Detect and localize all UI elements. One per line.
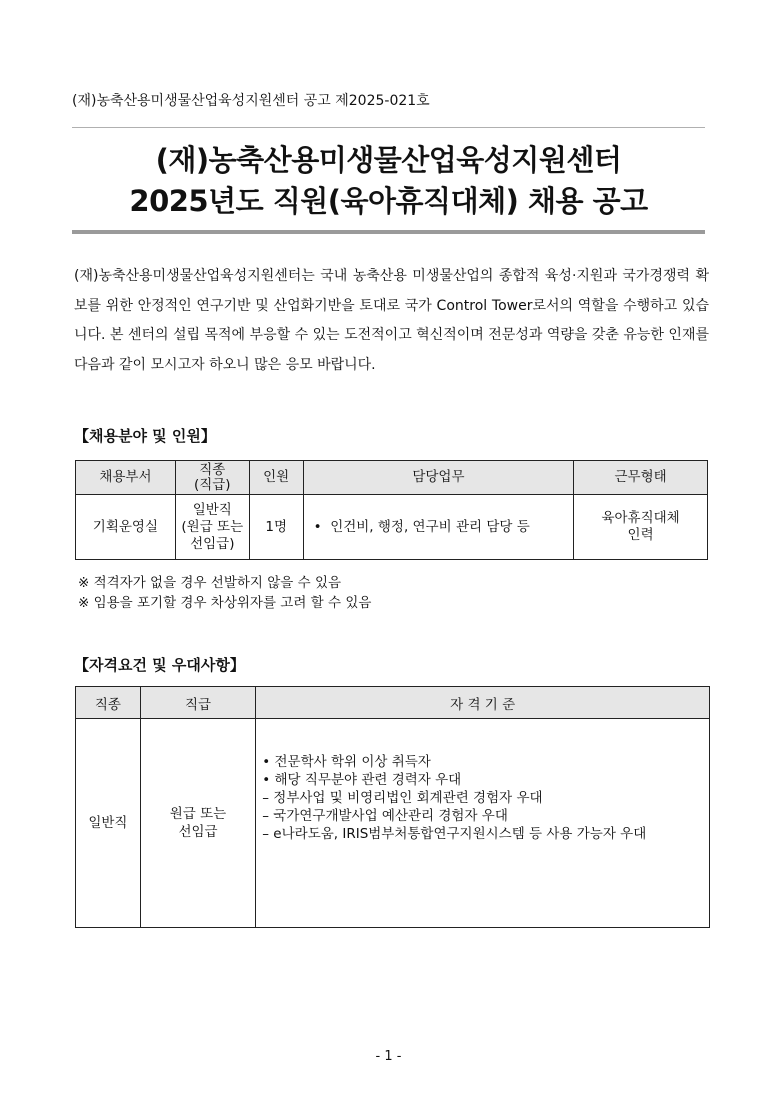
recruit-table xyxy=(75,460,708,560)
header-job-type: 직종 xyxy=(76,687,141,719)
cell-count: 1명 xyxy=(249,495,303,560)
cell-grade-line-2: 선임급 xyxy=(178,824,218,840)
criteria-item: – e나라도움, IRIS범부처통합연구지원시스템 등 사용 가능자 우대 xyxy=(262,826,647,842)
top-divider xyxy=(72,127,705,128)
cell-dept: 기획운영실 xyxy=(76,495,176,560)
cell-duty-text: 인건비, 행정, 연구비 관리 담당 등 xyxy=(330,518,530,535)
title-divider xyxy=(72,230,705,234)
note-item: ※ 적격자가 없을 경우 선발하지 않을 수 있음 xyxy=(78,575,342,591)
intro-paragraph: (재)농축산용미생물산업육성지원센터는 국내 농축산용 미생물산업의 종합적 육성·지원과 국가경쟁력 확보를 위한 안정적인 연구기반 및 산업화기반을 토대로 국가 Control Tower로서의 역할을 수행하고 있습니다. 본 센터의 설립 목적에 부응할 수 있는 도전적이고 혁신적이며 전문성과 역량을 갖춘 유능한 인재를 다음과 같이 모시고자 하오니 많은 응모 바랍니다. xyxy=(74,268,709,373)
cell-grade-line-1: 원급 또는 xyxy=(169,806,227,822)
table-row xyxy=(76,495,708,560)
recruit-notes xyxy=(78,573,371,613)
cell-job-line-1: 일반직 xyxy=(192,501,232,518)
header-duty: 담당업무 xyxy=(303,461,574,495)
page-title xyxy=(72,140,705,222)
cell-criteria xyxy=(256,719,710,928)
header-dept: 채용부서 xyxy=(76,461,176,495)
header-type: 근무형태 xyxy=(574,461,708,495)
header-grade: 직급 xyxy=(140,687,256,719)
table-row xyxy=(76,719,710,928)
note-item: ※ 임용을 포기할 경우 차상위자를 고려 할 수 있음 xyxy=(78,595,372,611)
criteria-item: – 국가연구개발사업 예산관리 경험자 우대 xyxy=(262,808,508,824)
page-number: - 1 - xyxy=(375,1049,402,1064)
header-job xyxy=(175,461,249,495)
criteria-item: • 해당 직무분야 관련 경력자 우대 xyxy=(262,772,462,788)
cell-duty: • 인건비, 행정, 연구비 관리 담당 등 xyxy=(303,495,574,560)
cell-type-line-1: 육아휴직대체 xyxy=(601,510,680,526)
cell-job-line-3: 선임급) xyxy=(190,535,235,552)
cell-type-line-2: 인력 xyxy=(627,527,654,543)
cell-job-line-2: (원급 또는 xyxy=(181,518,244,535)
header-criteria: 자 격 기 준 xyxy=(256,687,710,719)
cell-type xyxy=(574,495,708,560)
criteria-item: • 전문학사 학위 이상 취득자 xyxy=(262,754,431,770)
cell-job-type: 일반직 xyxy=(76,719,141,928)
title-line-1: (재)농축산용미생물산업육성지원센터 xyxy=(155,143,622,177)
cell-job xyxy=(175,495,249,560)
title-line-2: 2025년도 직원(육아휴직대체) 채용 공고 xyxy=(129,184,648,218)
criteria-item: – 정부사업 및 비영리법인 회계관련 경험자 우대 xyxy=(262,790,543,806)
recruit-header-row xyxy=(76,461,708,495)
cell-grade xyxy=(140,719,256,928)
header-job-line-2: (직급) xyxy=(193,476,231,493)
quals-header-row xyxy=(76,687,710,719)
header-job-line-1: 직종 xyxy=(199,461,226,478)
quals-heading: 【자격요건 및 우대사항】 xyxy=(74,656,245,674)
recruit-heading: 【채용분야 및 인원】 xyxy=(74,427,216,445)
header-count: 인원 xyxy=(249,461,303,495)
quals-table xyxy=(75,686,710,928)
notice-number: (재)농축산용미생물산업육성지원센터 공고 제2025-021호 xyxy=(72,93,430,109)
